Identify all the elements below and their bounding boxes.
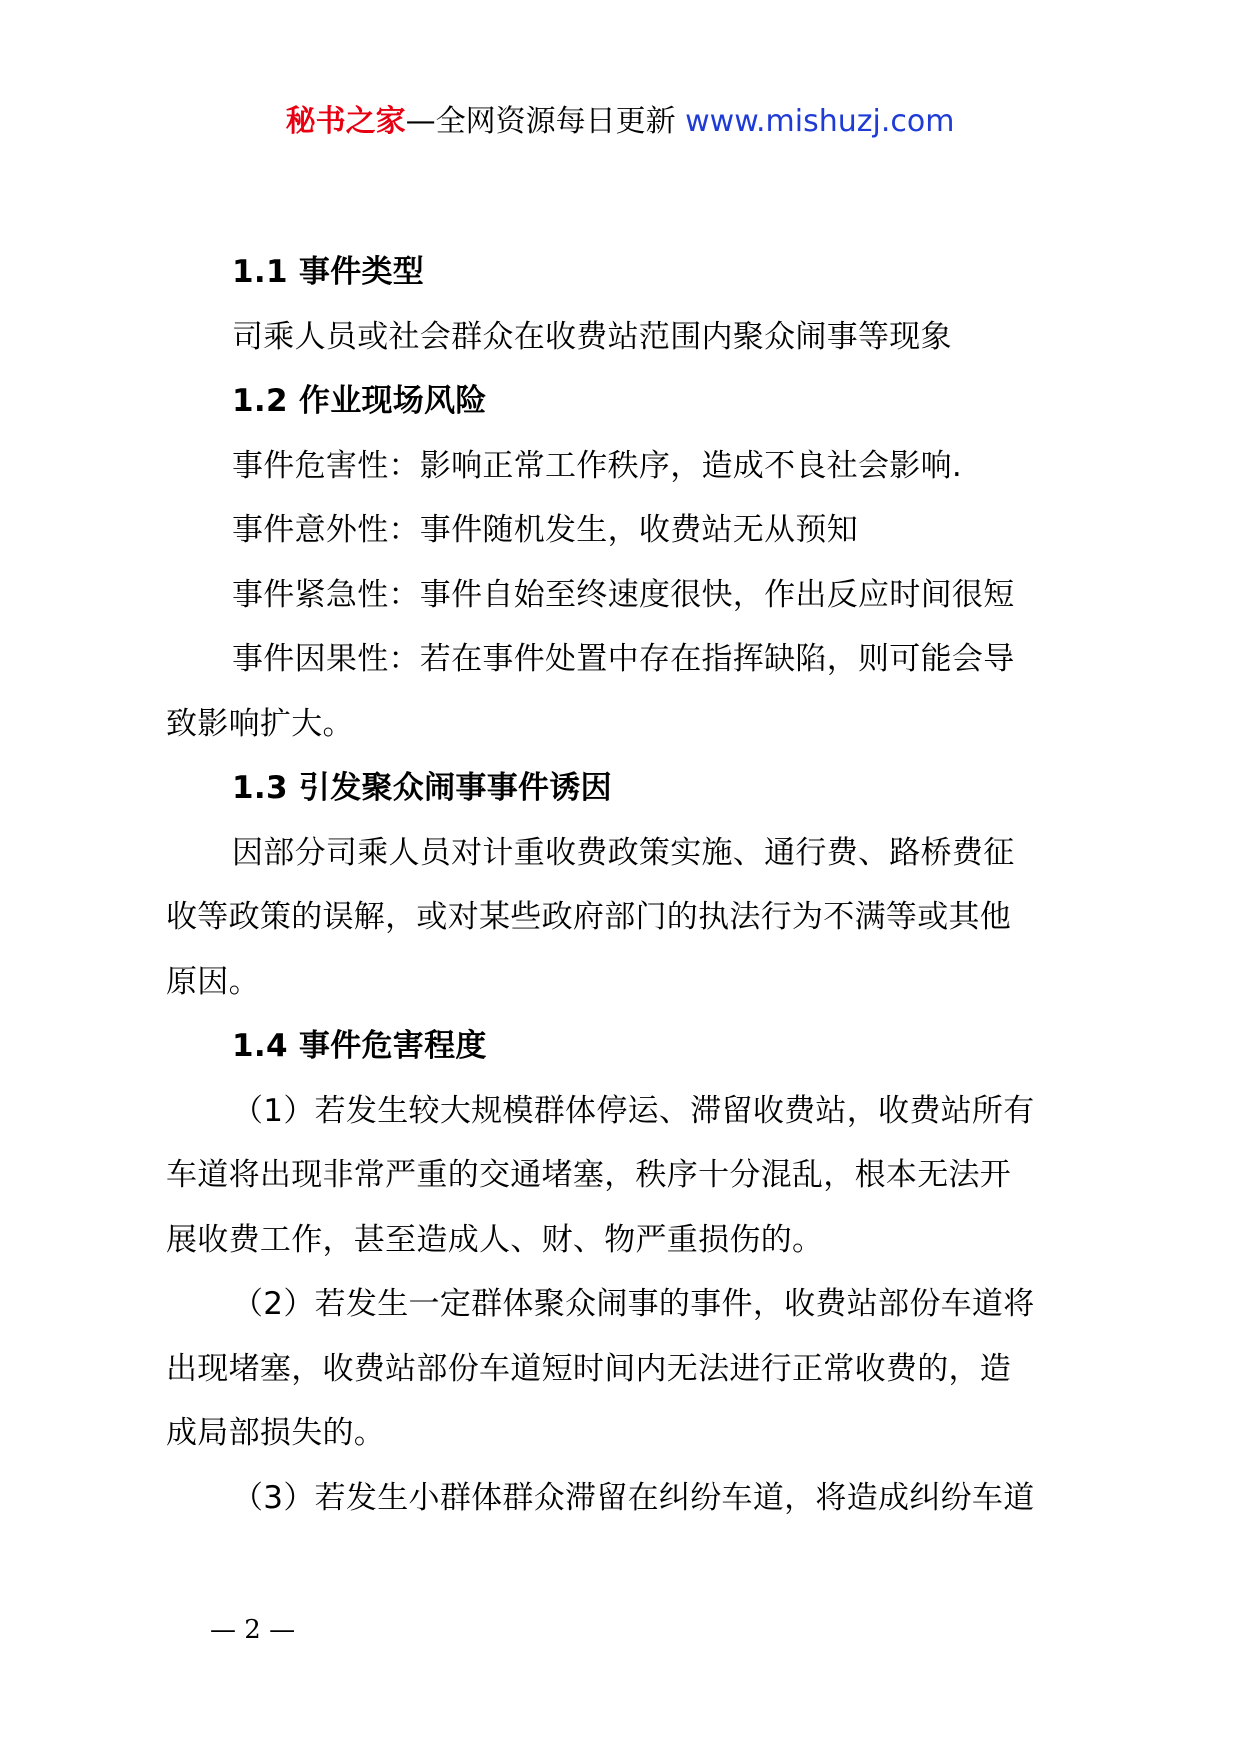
paragraph-line: 原因。 bbox=[166, 963, 260, 1000]
document-body bbox=[166, 240, 1086, 1530]
paragraph-line: 事件危害性：影响正常工作秩序，造成不良社会影响. bbox=[232, 447, 963, 484]
paragraph-line: 事件意外性：事件随机发生，收费站无从预知 bbox=[232, 512, 858, 548]
section-heading-1-4: 1.4 事件危害程度 bbox=[232, 1028, 487, 1064]
section-heading-1-3: 1.3 引发聚众闹事事件诱因 bbox=[232, 770, 612, 806]
header-tagline: —全网资源每日更新 bbox=[405, 104, 676, 139]
paragraph-line: 事件紧急性：事件自始至终速度很快，作出反应时间很短 bbox=[232, 576, 1015, 613]
paragraph-line: 司乘人员或社会群众在收费站范围内聚众闹事等现象 bbox=[232, 318, 952, 355]
paragraph-line: （2）若发生一定群体聚众闹事的事件，收费站部份车道将 bbox=[232, 1286, 1035, 1322]
paragraph-line: 成局部损失的。 bbox=[166, 1415, 386, 1451]
paragraph-line: 展收费工作，甚至造成人、财、物严重损伤的。 bbox=[166, 1221, 824, 1258]
page-number: — 2 — bbox=[210, 1615, 296, 1645]
paragraph-line: 事件因果性：若在事件处置中存在指挥缺陷，则可能会导 bbox=[232, 641, 1015, 677]
paragraph-line: 致影响扩大。 bbox=[166, 705, 354, 742]
paragraph-line: 收等政策的误解，或对某些政府部门的执法行为不满等或其他 bbox=[166, 899, 1012, 935]
paragraph-line: 出现堵塞，收费站部份车道短时间内无法进行正常收费的，造 bbox=[166, 1350, 1012, 1387]
section-heading-1-1: 1.1 事件类型 bbox=[232, 254, 425, 290]
paragraph-line: （3）若发生小群体群众滞留在纠纷车道，将造成纠纷车道 bbox=[232, 1479, 1035, 1516]
brand-name: 秘书之家 bbox=[285, 104, 406, 139]
paragraph-line: 因部分司乘人员对计重收费政策实施、通行费、路桥费征 bbox=[232, 834, 1015, 871]
section-heading-1-2: 1.2 作业现场风险 bbox=[232, 383, 487, 419]
paragraph-line: 车道将出现非常严重的交通堵塞，秩序十分混乱，根本无法开 bbox=[166, 1157, 1012, 1193]
site-header bbox=[0, 100, 1240, 144]
paragraph-line: （1）若发生较大规模群体停运、滞留收费站，收费站所有 bbox=[232, 1092, 1035, 1129]
site-url-link[interactable]: www.mishuzj.com bbox=[685, 104, 955, 139]
